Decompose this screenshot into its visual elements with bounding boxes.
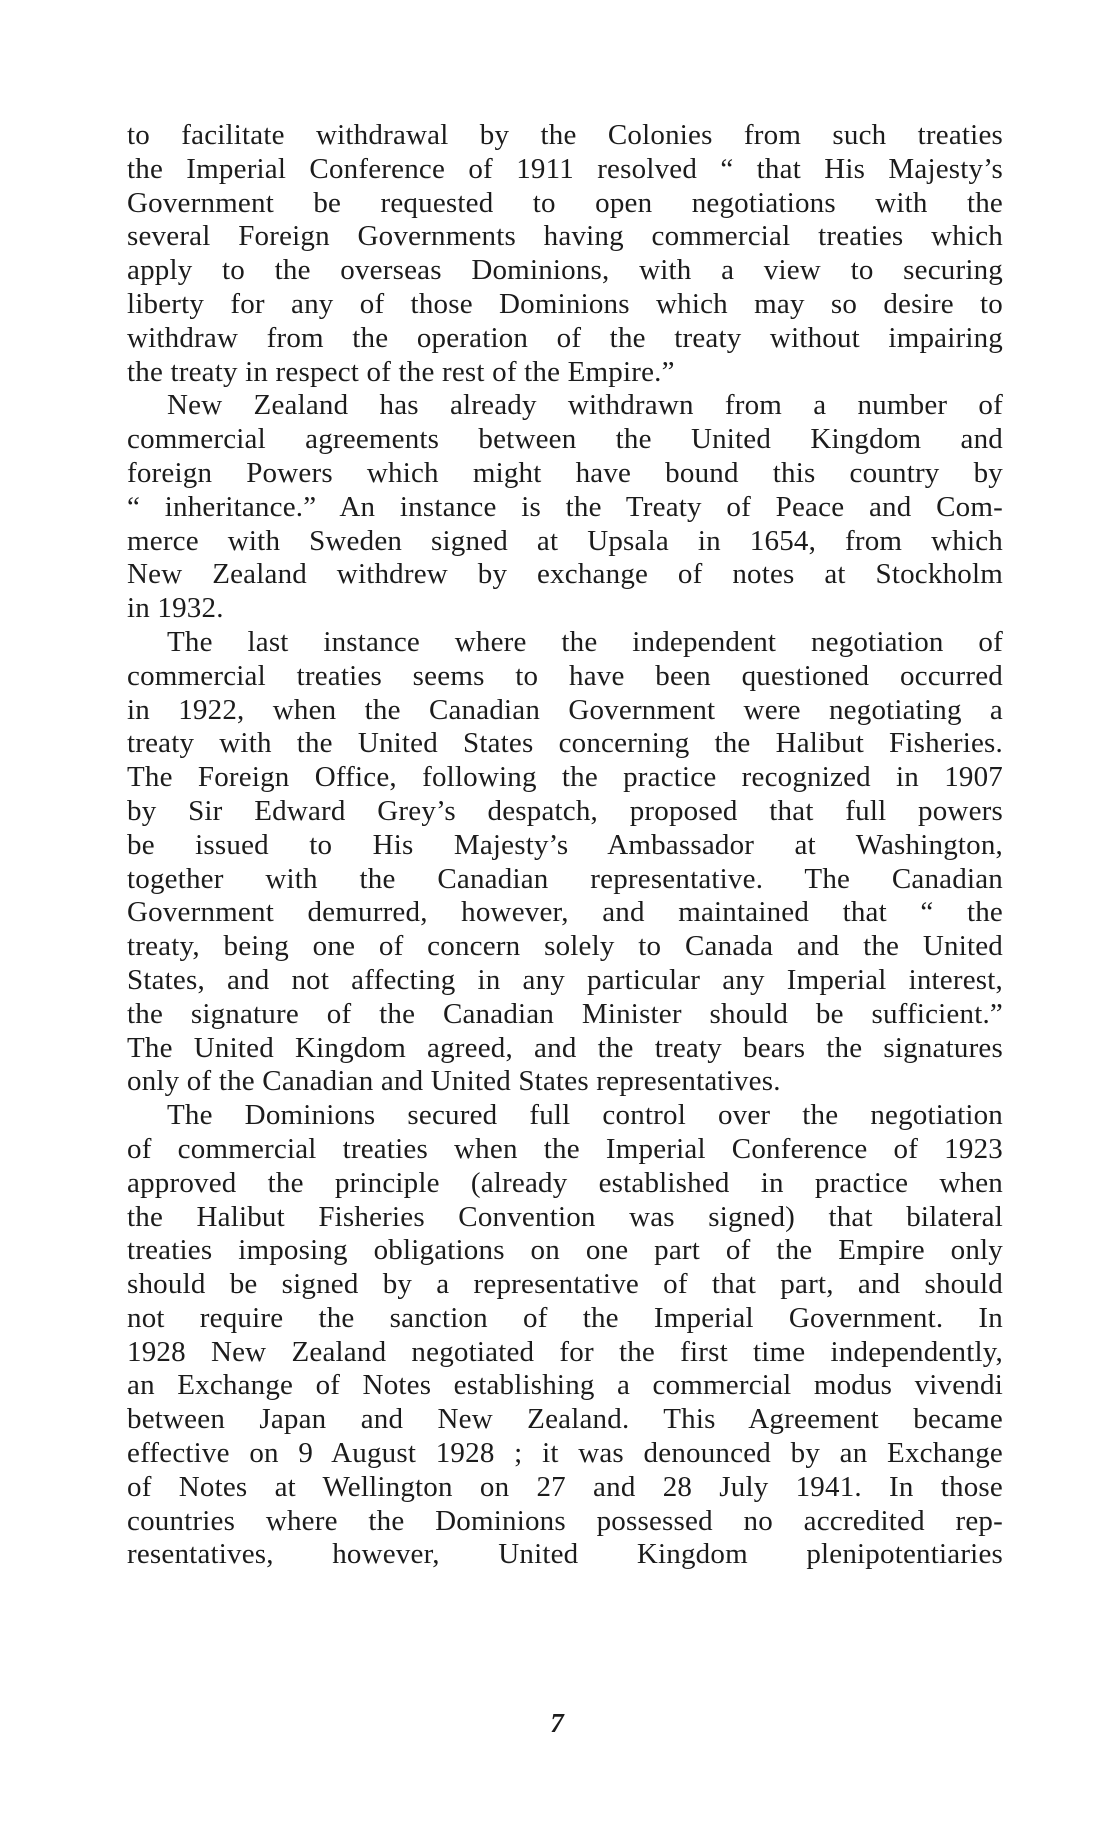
text-line: The United Kingdom agreed, and the treaty bears the signatures <box>127 1031 1003 1064</box>
text-line: apply to the overseas Dominions, with a view to securing <box>127 254 1003 287</box>
text-line: should be signed by a representative of that part, and should <box>127 1268 1003 1301</box>
text-line: in 1922, when the Canadian Government were negotiating a <box>127 693 1003 726</box>
paragraph <box>127 1099 1003 1572</box>
text-line: “ inheritance.” An instance is the Treaty of Peace and Com- <box>127 490 1003 523</box>
text-line: approved the principle (already established in practice when <box>127 1166 1003 1199</box>
text-line: Government demurred, however, and maintained that “ the <box>127 896 1003 929</box>
paragraph <box>127 626 1003 1099</box>
text-line: The Dominions secured full control over the negotiation <box>167 1099 1003 1132</box>
text-line: The Foreign Office, following the practice recognized in 1907 <box>127 761 1003 794</box>
text-line: commercial treaties seems to have been questioned occurred <box>127 659 1003 692</box>
text-line: the Halibut Fisheries Convention was signed) that bilateral <box>127 1200 1003 1233</box>
text-line: liberty for any of those Dominions which may so desire to <box>127 287 1003 320</box>
text-line: between Japan and New Zealand. This Agreement became <box>127 1403 1003 1436</box>
text-line: foreign Powers which might have bound this country by <box>127 456 1003 489</box>
text-line: The last instance where the independent negotiation of <box>167 625 1003 658</box>
text-line: be issued to His Majesty’s Ambassador at Washington, <box>127 828 1003 861</box>
text-line: to facilitate withdrawal by the Colonies from such treaties <box>127 119 1003 151</box>
text-line: countries where the Dominions possessed no accredited rep- <box>127 1504 1003 1537</box>
text-line: the treaty in respect of the rest of the Empire.” <box>127 355 675 388</box>
paragraph <box>127 119 1003 389</box>
text-line: of commercial treaties when the Imperial Conference of 1923 <box>127 1132 1003 1165</box>
text-line: the Imperial Conference of 1911 resolved “ that His Majesty’s <box>127 152 1003 185</box>
text-line: several Foreign Governments having commercial treaties which <box>127 220 1003 253</box>
text-line: Government be requested to open negotiations with the <box>127 186 1003 219</box>
text-line: an Exchange of Notes establishing a commercial modus vivendi <box>127 1369 1003 1402</box>
paragraph <box>127 389 1003 626</box>
text-line: States, and not affecting in any particular any Imperial interest, <box>127 963 1003 996</box>
text-line: withdraw from the operation of the treaty without impairing <box>127 321 1003 354</box>
text-line: of Notes at Wellington on 27 and 28 July 1941. In those <box>127 1470 1003 1503</box>
text-line: only of the Canadian and United States representatives. <box>127 1065 781 1098</box>
text-line: resentatives, however, United Kingdom plenipotentiaries <box>127 1538 1003 1571</box>
text-line: effective on 9 August 1928 ; it was denounced by an Exchange <box>127 1437 1003 1470</box>
text-line: treaties imposing obligations on one part of the Empire only <box>127 1234 1003 1267</box>
text-line: treaty, being one of concern solely to Canada and the United <box>127 930 1003 963</box>
text-line: commercial agreements between the United Kingdom and <box>127 423 1003 456</box>
text-line: New Zealand has already withdrawn from a number of <box>167 389 1003 422</box>
text-line: not require the sanction of the Imperial Government. In <box>127 1301 1003 1334</box>
text-line: together with the Canadian representative. The Canadian <box>127 862 1003 895</box>
text-line: by Sir Edward Grey’s despatch, proposed that full powers <box>127 794 1003 827</box>
text-line: 1928 New Zealand negotiated for the first time independently, <box>127 1335 1003 1368</box>
text-line: merce with Sweden signed at Upsala in 1654, from which <box>127 524 1003 557</box>
text-line: New Zealand withdrew by exchange of notes at Stockholm <box>127 558 1003 591</box>
page-number: 7 <box>550 1708 564 1738</box>
body-text <box>127 119 1003 1572</box>
text-line: treaty with the United States concerning the Halibut Fisheries. <box>127 727 1003 760</box>
text-line: the signature of the Canadian Minister should be sufficient.” <box>127 997 1003 1030</box>
text-line: in 1932. <box>127 592 224 625</box>
